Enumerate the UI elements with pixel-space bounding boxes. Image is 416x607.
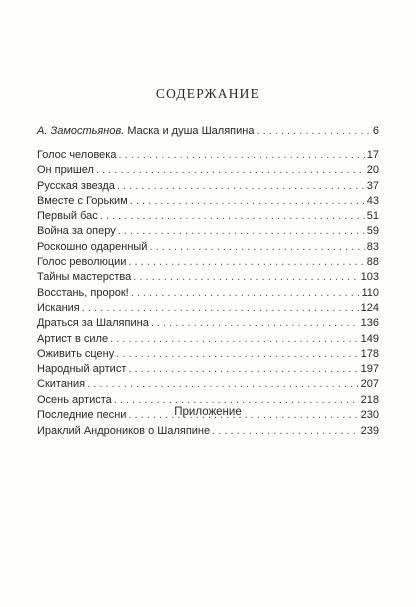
toc-row <box>37 224 379 239</box>
leader-dots <box>151 316 359 331</box>
appendix-heading: Приложение <box>174 406 242 418</box>
leader-dots <box>212 424 359 439</box>
intro-page: 6 <box>372 125 379 137</box>
toc-entry-title: Искания <box>37 301 80 314</box>
toc-entry-title: Скитания <box>37 378 86 391</box>
leader-dots <box>82 301 359 316</box>
toc-entry-title: Роскошно одаренный <box>37 240 148 253</box>
toc-entry-title: Восстань, пророк! <box>37 286 129 299</box>
toc-entry-page: 20 <box>366 164 379 177</box>
toc-entry-page: 17 <box>366 149 379 161</box>
toc-entry-title: Оживить сцену <box>37 347 115 360</box>
intro-entry <box>37 124 379 139</box>
toc-entry-title: Первый бас <box>37 210 98 223</box>
leader-dots <box>256 124 370 139</box>
toc-entry-title: Он пришел <box>37 164 94 177</box>
toc-entry-page: 43 <box>366 194 379 207</box>
toc-entry-page: 59 <box>366 225 379 238</box>
chapter-list <box>37 148 379 423</box>
toc-row <box>37 270 379 285</box>
toc-entry-page: 149 <box>360 332 379 345</box>
toc-row <box>37 332 379 347</box>
leader-dots <box>128 255 364 270</box>
toc-entry-page: 230 <box>360 409 379 422</box>
toc-entry-page: 103 <box>360 271 379 284</box>
toc-entry-title: Вместе с Горьким <box>37 194 128 207</box>
toc-row <box>37 347 379 362</box>
toc-row <box>37 163 379 178</box>
toc-row <box>37 179 379 194</box>
leader-dots <box>128 362 358 377</box>
leader-dots <box>131 286 360 301</box>
toc-entry-title: Последние песни <box>37 409 127 422</box>
leader-dots <box>116 347 358 362</box>
leader-dots <box>110 332 359 347</box>
leader-dots <box>87 377 359 392</box>
toc-entry-title: Голос революции <box>37 256 127 269</box>
leader-dots <box>130 194 365 209</box>
toc-row <box>37 148 379 163</box>
toc-row <box>37 255 379 270</box>
toc-row <box>37 316 379 331</box>
intro-title: Маска и душа Шаляпина <box>127 125 255 137</box>
toc-entry-page: 110 <box>361 286 379 299</box>
toc-entry-page: 88 <box>366 256 379 269</box>
toc-row <box>37 301 379 316</box>
toc-entry-title: Тайны мастерства <box>37 271 132 284</box>
toc-entry-page: 124 <box>360 301 379 314</box>
toc-row <box>37 362 379 377</box>
page-title: СОДЕРЖАНИЕ <box>155 86 261 101</box>
leader-dots <box>100 209 365 224</box>
toc-entry-page: 207 <box>360 378 379 391</box>
toc-entry-title: Драться за Шаляпина <box>37 317 149 330</box>
intro-author: А. Замостьянов. <box>37 125 125 137</box>
toc-row <box>37 286 379 301</box>
toc-entry-page: 136 <box>360 317 379 330</box>
toc-entry-page: 51 <box>366 210 379 223</box>
leader-dots <box>118 224 365 239</box>
toc-row <box>37 240 379 255</box>
toc-row <box>37 194 379 209</box>
toc-entry-title: Русская звезда <box>37 179 115 192</box>
toc-entry-title: Голос человека <box>37 149 117 161</box>
toc-entry-title: Война за оперу <box>37 225 116 238</box>
toc-entry-title: Ираклий Андроников о Шаляпине <box>37 425 211 437</box>
toc-entry-title: Осень артиста <box>37 393 112 406</box>
toc-entry-page: 239 <box>360 425 379 437</box>
leader-dots <box>96 163 365 178</box>
appendix-list <box>37 424 379 439</box>
leader-dots <box>117 179 365 194</box>
toc-entry-page: 218 <box>360 393 379 406</box>
toc-entry-page: 37 <box>366 179 379 192</box>
leader-dots <box>149 240 364 255</box>
toc-entry-page: 197 <box>360 363 379 376</box>
toc-row <box>37 377 379 392</box>
toc-row <box>37 424 379 439</box>
toc-entry-page: 178 <box>360 347 379 360</box>
leader-dots <box>118 148 364 163</box>
leader-dots <box>133 270 358 285</box>
toc-row <box>37 124 379 139</box>
toc-entry-page: 83 <box>366 240 379 253</box>
toc-entry-title: Артист в силе <box>37 332 109 345</box>
toc-entry-title: Народный артист <box>37 363 127 376</box>
toc-row <box>37 209 379 224</box>
